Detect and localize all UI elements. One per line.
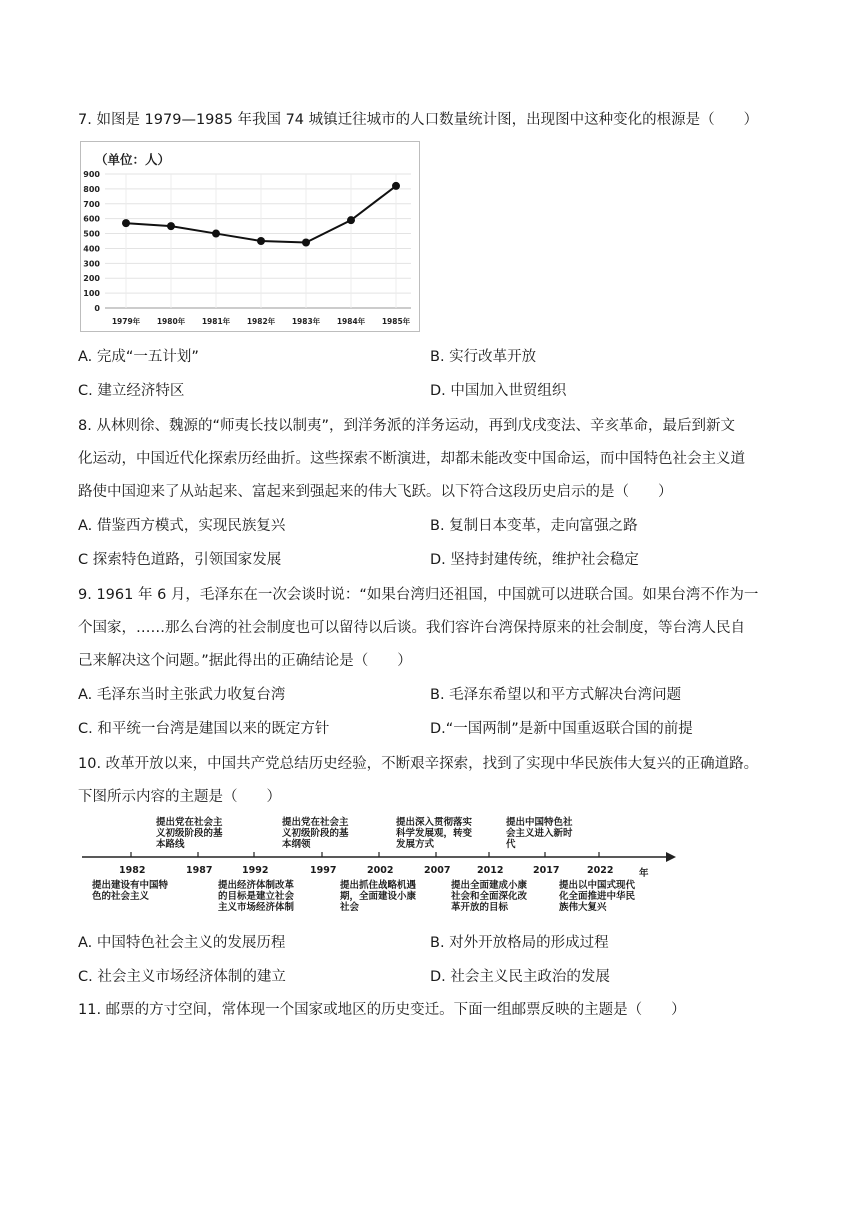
question-11-stem: 11. 邮票的方寸空间，常体现一个国家或地区的历史变迁。下面一组邮票反映的主题是（ ） [78,1002,686,1018]
timeline-year-1982: 1982 [119,865,146,876]
data-point [257,237,265,245]
question-9-line-3: 己来解决这个问题。”据此得出的正确结论是（ ） [78,653,412,669]
q10-option-d[interactable]: D. 社会主义民主政治的发展 [430,969,610,985]
q7-option-a[interactable]: A. 完成“一五计划” [78,349,199,365]
timeline-note-2022: 提出以中国式现代化全面推进中华民族伟大复兴 [559,880,636,913]
y-tick-label: 800 [83,184,100,194]
timeline-note-2002: 提出抓住战略机遇期，全面建设小康社会 [340,880,417,913]
timeline-note-1987: 提出党在社会主义初级阶段的基本路线 [156,817,223,850]
question-10-line-1: 10. 改革开放以来，中国共产党总结历史经验，不断艰辛探索，找到了实现中华民族伟大复兴的正确道路。 [78,756,759,772]
y-tick-label: 400 [83,244,100,254]
data-point [122,219,130,227]
q9-option-a[interactable]: A. 毛泽东当时主张武力收复台湾 [78,687,286,703]
question-8-line-3: 路使中国迎来了从站起来、富起来到强起来的伟大飞跃。以下符合这段历史启示的是（ ） [78,484,673,500]
question-9-line-1: 9. 1961 年 6 月，毛泽东在一次会谈时说：“如果台湾归还祖国，中国就可以进联合国。如果台湾不作为一 [78,587,759,603]
timeline-year-1997: 1997 [310,865,337,876]
timeline-year-2007: 2007 [424,865,451,876]
timeline-year-1992: 1992 [242,865,269,876]
question-8-line-1: 8. 从林则徐、魏源的“师夷长技以制夷”，到洋务派的洋务运动，再到戊戌变法、辛亥革命，最后到新文 [78,418,735,434]
timeline-note-2017: 提出中国特色社会主义进入新时代 [506,817,573,850]
y-tick-label: 900 [83,170,100,179]
chart-svg [81,142,419,331]
data-point [302,238,310,246]
x-tick-label: 1980年 [156,317,186,326]
question-9-line-2: 个国家，……那么台湾的社会制度也可以留待以后谈。我们容许台湾保持原来的社会制度，等台湾人民自 [78,620,745,636]
data-point [167,222,175,230]
question-8-line-2: 化运动，中国近代化探索历经曲折。这些探索不断演进，却都未能改变中国命运，而中国特色社会主义道 [78,451,745,467]
y-tick-label: 600 [83,214,100,224]
q8-option-b[interactable]: B. 复制日本变革，走向富强之路 [430,518,638,534]
q8-option-d[interactable]: D. 坚持封建传统，维护社会稳定 [430,552,639,568]
x-tick-label: 1985年 [381,317,411,326]
q9-option-c[interactable]: C. 和平统一台湾是建国以来的既定方针 [78,721,330,737]
question-7-stem: 7. 如图是 1979—1985 年我国 74 城镇迁往城市的人口数量统计图，出现图中这种变化的根源是（ ） [78,112,759,128]
q7-option-d[interactable]: D. 中国加入世贸组织 [430,383,567,399]
q8-option-c[interactable]: C 探索特色道路，引领国家发展 [78,552,282,568]
q7-option-b[interactable]: B. 实行改革开放 [430,349,537,365]
q9-option-d[interactable]: D.“一国两制”是新中国重返联合国的前提 [430,721,693,737]
timeline-note-1997: 提出党在社会主义初级阶段的基本纲领 [282,817,349,850]
y-tick-label: 100 [83,289,100,299]
q7-option-c[interactable]: C. 建立经济特区 [78,383,185,399]
data-point [212,230,220,238]
question-10-line-2: 下图所示内容的主题是（ ） [78,789,281,805]
data-point [392,182,400,190]
x-tick-label: 1981年 [201,317,231,326]
q10-option-a[interactable]: A. 中国特色社会主义的发展历程 [78,935,286,951]
timeline-year-2022: 2022 [587,865,614,876]
x-tick-label: 1983年 [291,317,321,326]
timeline-year-2012: 2012 [477,865,504,876]
y-tick-label: 200 [83,274,100,284]
y-tick-label: 0 [94,304,100,313]
y-tick-label: 300 [83,259,100,269]
population-line-chart [80,141,420,332]
x-tick-label: 1982年 [246,317,276,326]
timeline-unit: 年 [639,868,649,879]
q10-option-c[interactable]: C. 社会主义市场经济体制的建立 [78,969,286,985]
q10-option-b[interactable]: B. 对外开放格局的形成过程 [430,935,609,951]
x-tick-label: 1979年 [111,317,141,326]
timeline-note-2007: 提出深入贯彻落实科学发展观，转变发展方式 [396,817,473,850]
x-tick-label: 1984年 [336,317,366,326]
timeline-note-2012: 提出全面建成小康社会和全面深化改革开放的目标 [451,880,528,913]
reform-timeline [78,814,678,924]
timeline-year-2002: 2002 [367,865,394,876]
y-tick-label: 500 [83,229,100,239]
q8-option-a[interactable]: A. 借鉴西方模式，实现民族复兴 [78,518,286,534]
y-tick-label: 700 [83,199,100,209]
q9-option-b[interactable]: B. 毛泽东希望以和平方式解决台湾问题 [430,687,682,703]
timeline-year-2017: 2017 [533,865,560,876]
chart-title: （单位：人） [95,152,171,167]
timeline-year-1987: 1987 [186,865,213,876]
timeline-note-1992: 提出经济体制改革的目标是建立社会主义市场经济体制 [218,880,295,913]
data-point [347,216,355,224]
timeline-note-1982: 提出建设有中国特色的社会主义 [92,880,169,902]
